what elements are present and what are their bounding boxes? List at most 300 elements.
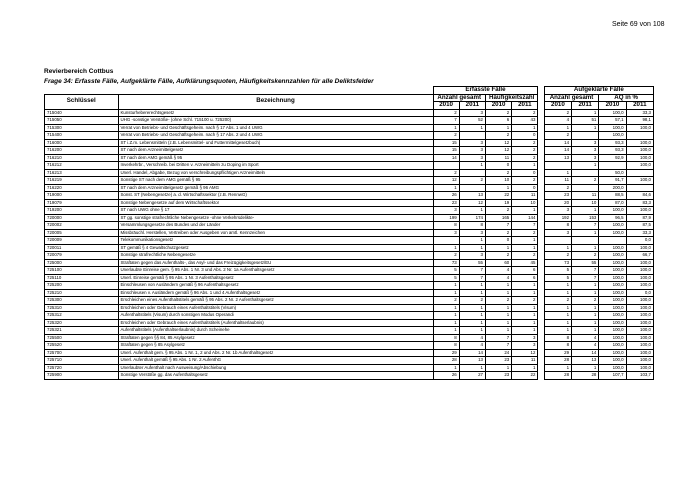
row-key: 725710 [45, 357, 119, 365]
solved-2011: 2 [572, 252, 599, 260]
header-row-group [45, 87, 654, 95]
row-description: ST nach dem Arzneimittelgesetz gemäß § 96 AMG [118, 184, 433, 192]
quota-2010: 100,0 [599, 342, 626, 350]
row-key: 716220 [45, 184, 119, 192]
recorded-2010: 1 [433, 124, 459, 132]
frequency-2011: 3 [512, 342, 538, 350]
solved-2010: 2 [544, 252, 571, 260]
recorded-2010: 1 [433, 312, 459, 320]
recorded-2011: 14 [459, 349, 485, 357]
recorded-2011: 12 [459, 199, 485, 207]
frequency-2011: 2 [512, 109, 538, 117]
solved-2010: 3 [544, 207, 571, 215]
row-key: 715040 [45, 109, 119, 117]
frequency-2011: 0 [512, 169, 538, 177]
table-row [45, 237, 654, 245]
frequency-2011: 2 [512, 139, 538, 147]
quota-2011: 100,0 [626, 139, 653, 147]
recorded-2010: 23 [433, 199, 459, 207]
frequency-2010: 10 [485, 177, 511, 185]
frequency-2010: 4 [485, 267, 511, 275]
quota-header: AQ in % [599, 94, 654, 102]
frequency-2010: 1 [485, 124, 511, 132]
solved-2011: 1 [572, 109, 599, 117]
recorded-2010: 2 [433, 297, 459, 305]
recorded-2010: 1 [433, 289, 459, 297]
recorded-2010: 26 [433, 192, 459, 200]
frequency-2010: 19 [485, 199, 511, 207]
quota-2011: 100,0 [626, 334, 653, 342]
frequency-2010: 1 [485, 364, 511, 372]
table-row [45, 372, 654, 380]
row-description: Kunsturhebererechtsgesetz [118, 109, 433, 117]
solved-2010: 14 [544, 147, 571, 155]
frequency-2010: 11 [485, 154, 511, 162]
quota-2010: 200,0 [599, 184, 626, 192]
quota-2010: 50,0 [599, 169, 626, 177]
solved-2011: 1 [572, 364, 599, 372]
table-row [45, 192, 654, 200]
table-row [45, 177, 654, 185]
solved-2011: 1 [572, 229, 599, 237]
frequency-2010: 1 [485, 319, 511, 327]
quota-2011: 100,0 [626, 282, 653, 290]
quota-2011: 0,0 [626, 289, 653, 297]
table-row [45, 357, 654, 365]
solved-2010: 1 [544, 289, 571, 297]
recorded-2010: 1 [433, 364, 459, 372]
solved-2010: 13 [544, 154, 571, 162]
frequency-2011: 2 [512, 147, 538, 155]
frequency-2011: 1 [512, 162, 538, 170]
frequency-2010: 1 [485, 184, 511, 192]
recorded-2011 [459, 184, 485, 192]
solved-2010: 1 [544, 282, 571, 290]
frequency-2010: 2 [485, 207, 511, 215]
quota-2011: 100,0 [626, 312, 653, 320]
solved-2010: 29 [544, 349, 571, 357]
frequency-2011: 11 [512, 357, 538, 365]
quota-2011: 84,6 [626, 192, 653, 200]
solved-2010: 1 [544, 319, 571, 327]
row-key: 720005 [45, 229, 119, 237]
row-description: Sonstige ST nach dem AMG gemäß § 95 [118, 177, 433, 185]
quota-2010: 100,0 [599, 124, 626, 132]
year-header: 2011 [626, 102, 653, 110]
recorded-2010: 1 [433, 304, 459, 312]
recorded-2010: 12 [433, 177, 459, 185]
solved-2011: 7 [572, 222, 599, 230]
quota-2011: 100,0 [626, 162, 653, 170]
recorded-2011: 27 [459, 372, 485, 380]
recorded-2010: 73 [433, 259, 459, 267]
row-description: Straftaten gegen §§ 84, 85 Asylgesetz [118, 334, 433, 342]
solved-2010: 1 [544, 124, 571, 132]
description-header: Bezeichnung [118, 94, 433, 109]
solved-2010: 1 [544, 169, 571, 177]
quota-2010: 100,0 [599, 252, 626, 260]
recorded-2010 [433, 237, 459, 245]
recorded-2010: 8 [433, 222, 459, 230]
row-key: 716219 [45, 177, 119, 185]
row-key: 716200 [45, 147, 119, 155]
quota-2011: 100,0 [626, 327, 653, 335]
table-row [45, 214, 654, 222]
solved-2011: 1 [572, 289, 599, 297]
table-row [45, 297, 654, 305]
recorded-2011: 1 [459, 162, 485, 170]
frequency-2011: 2 [512, 177, 538, 185]
frequency-2010: 60 [485, 259, 511, 267]
row-description: ST nach dem AMG gemäß § 95 [118, 154, 433, 162]
quota-2011: 100,0 [626, 274, 653, 282]
solved-2011: 3 [572, 154, 599, 162]
frequency-2011: 0 [512, 184, 538, 192]
frequency-2010: 0 [485, 162, 511, 170]
quota-2010: 100,0 [599, 297, 626, 305]
recorded-2011 [459, 169, 485, 177]
year-header: 2011 [572, 102, 599, 110]
solved-2010: 28 [544, 357, 571, 365]
recorded-2010 [433, 162, 459, 170]
frequency-2010: 1 [485, 289, 511, 297]
quota-2011: 100,0 [626, 297, 653, 305]
row-key: 725210 [45, 289, 119, 297]
quota-2011: 100,0 [626, 304, 653, 312]
quota-2011: 100,0 [626, 154, 653, 162]
solved-2010 [544, 162, 571, 170]
row-key: 725520 [45, 342, 119, 350]
frequency-2011: 1 [512, 289, 538, 297]
solved-2011 [572, 132, 599, 140]
table-row [45, 259, 654, 267]
frequency-2010: 6 [485, 117, 511, 125]
table-row [45, 199, 654, 207]
row-description: Sonstige Verstöße gg. das Aufenthaltsgesetz [118, 372, 433, 380]
solved-2010 [544, 237, 571, 245]
solved-2010: 8 [544, 342, 571, 350]
row-key: 725700 [45, 349, 119, 357]
table-row [45, 349, 654, 357]
table-row [45, 252, 654, 260]
table-row [45, 364, 654, 372]
quota-2011: 33,3 [626, 109, 653, 117]
frequency-2010: 7 [485, 342, 511, 350]
table-row [45, 244, 654, 252]
row-key: 725900 [45, 372, 119, 380]
table-row [45, 282, 654, 290]
quota-2011: 103,7 [626, 372, 653, 380]
table-row [45, 289, 654, 297]
quota-2010: 91,7 [599, 177, 626, 185]
row-description: Unerl. Aufenthalt gem. § 95 Abs. 1 Nr. 1, 2 und Abs. 2 Nr. 1b Aufenthaltsgesetz [118, 349, 433, 357]
year-header: 2010 [433, 102, 459, 110]
header-row-sub [45, 94, 654, 102]
row-description: Einschleusen von Ausländern gemäß § 96 Aufenthaltsgesetz [118, 282, 433, 290]
year-header: 2010 [599, 102, 626, 110]
frequency-2011: 12 [512, 349, 538, 357]
recorded-2011: 52 [459, 117, 485, 125]
solved-2011: 14 [572, 349, 599, 357]
table-row [45, 139, 654, 147]
recorded-2010: 1 [433, 327, 459, 335]
row-key: 725720 [45, 364, 119, 372]
solved-2010: 2 [544, 297, 571, 305]
quota-2011: 100,0 [626, 244, 653, 252]
frequency-2010: 22 [485, 192, 511, 200]
recorded-2010: 3 [433, 229, 459, 237]
quota-2010: 87,0 [599, 199, 626, 207]
frequency-2011: 43 [512, 117, 538, 125]
question-title: Frage 34: Erfasste Fälle, Aufgeklärte Fälle, Aufklärungsquoten, Häufigkeitskennzahlen für alle Deliktsfelder [44, 78, 374, 85]
frequency-2011: 0 [512, 132, 538, 140]
row-key: 725110 [45, 274, 119, 282]
solved-2011: 1 [572, 162, 599, 170]
table-row [45, 304, 654, 312]
frequency-2011: 2 [512, 252, 538, 260]
solved-2011: 3 [572, 147, 599, 155]
statistics-table [44, 86, 654, 380]
recorded-2011: 1 [459, 327, 485, 335]
solved-2010: 20 [544, 199, 571, 207]
row-key: 716210 [45, 154, 119, 162]
frequency-2011: 1 [512, 319, 538, 327]
frequency-2010: 12 [485, 139, 511, 147]
quota-2010: 100,0 [599, 319, 626, 327]
row-key: 720009 [45, 237, 119, 245]
quota-2010: 93,3 [599, 147, 626, 155]
row-description: Straftaten gegen das Aufenthalts-, das Asyl- und das Freizügigkeitsgesetz/EU [118, 259, 433, 267]
row-key: 719200 [45, 207, 119, 215]
solved-2010: 3 [544, 229, 571, 237]
table-row [45, 154, 654, 162]
solved-2010: 2 [544, 132, 571, 140]
quota-2010: 100,0 [599, 349, 626, 357]
quota-2011: 100,0 [626, 319, 653, 327]
row-key: 715300 [45, 124, 119, 132]
table-body [45, 109, 654, 379]
recorded-2011: 8 [459, 222, 485, 230]
quota-2011: 66,7 [626, 252, 653, 260]
row-description: Verrat von Betriebs- und Geschäftsgeheim. nach § 17 Abs. 2 und 4 UWG [118, 132, 433, 140]
frequency-2011: 6 [512, 267, 538, 275]
row-description: Aufenthaltstitels (Aufenthaltserlaubnis) durch Scheinehe [118, 327, 433, 335]
year-header: 2010 [544, 102, 571, 110]
quota-2010: 100,0 [599, 109, 626, 117]
recorded-2011: 3 [459, 252, 485, 260]
quota-2010: 100,0 [599, 357, 626, 365]
table-row [45, 117, 654, 125]
recorded-cases-header: Erfasste Fälle [433, 87, 538, 95]
recorded-2010: 5 [433, 274, 459, 282]
row-key: 716213 [45, 169, 119, 177]
frequency-2011: 144 [512, 214, 538, 222]
row-description: ST gemäß § 4 Gewaltschutzgesetz [118, 244, 433, 252]
quota-2011: 100,0 [626, 207, 653, 215]
row-description: ST nach UWG ohne § 17 [118, 207, 433, 215]
frequency-2011: 1 [512, 312, 538, 320]
quota-2010: 100,0 [599, 259, 626, 267]
year-header: 2011 [512, 102, 538, 110]
frequency-2010: 2 [485, 109, 511, 117]
frequency-2010: 2 [485, 132, 511, 140]
frequency-2010: 2 [485, 252, 511, 260]
frequency-2011: 3 [512, 334, 538, 342]
solved-2011: 7 [572, 274, 599, 282]
frequency-2010: 1 [485, 244, 511, 252]
frequency-2011: 1 [512, 304, 538, 312]
solved-2010: 192 [544, 214, 571, 222]
recorded-2011: 7 [459, 267, 485, 275]
recorded-2010: 7 [433, 117, 459, 125]
row-key: 725321 [45, 327, 119, 335]
row-description: Versammlungsgesetze des Bundes und der Länder [118, 222, 433, 230]
frequency-2010: 2 [485, 297, 511, 305]
recorded-2011: 1 [459, 244, 485, 252]
solved-2010: 1 [544, 327, 571, 335]
recorded-2010: 2 [433, 252, 459, 260]
row-key: 715400 [45, 132, 119, 140]
recorded-2011: 1 [459, 312, 485, 320]
row-description: Erschleichen eines Aufenthaltstitels gemäß § 95 Abs. 2 Nr. 2 Aufenthaltsgesetz [118, 297, 433, 305]
frequency-2011: 22 [512, 372, 538, 380]
table-row [45, 124, 654, 132]
frequency-2011: 10 [512, 199, 538, 207]
recorded-2011: 3 [459, 229, 485, 237]
recorded-2011: 1 [459, 304, 485, 312]
solved-2010: 14 [544, 139, 571, 147]
quota-2010: 100,0 [599, 274, 626, 282]
quota-2011: 87,5 [626, 222, 653, 230]
frequency-2011: 1 [512, 327, 538, 335]
recorded-2010: 1 [433, 319, 459, 327]
row-key: 720002 [45, 222, 119, 230]
solved-2010: 23 [544, 192, 571, 200]
table-row [45, 207, 654, 215]
recorded-2010: 199 [433, 214, 459, 222]
table-row [45, 342, 654, 350]
row-description: Erschleichen oder Gebrauch eines Aufenthaltstitels (Aufenthaltserlaubnis) [118, 319, 433, 327]
recorded-2010: 15 [433, 147, 459, 155]
quota-2010: 100,0 [599, 244, 626, 252]
frequency-2010: 24 [485, 349, 511, 357]
frequency-2010: 0 [485, 237, 511, 245]
quota-2011 [626, 132, 653, 140]
row-key: 715050 [45, 117, 119, 125]
table-row [45, 229, 654, 237]
recorded-2010: 3 [433, 207, 459, 215]
solved-2011: 7 [572, 267, 599, 275]
frequency-2011: 1 [512, 124, 538, 132]
row-key: 720079 [45, 252, 119, 260]
table-row [45, 334, 654, 342]
recorded-2010: 2 [433, 132, 459, 140]
frequency-2010: 1 [485, 304, 511, 312]
row-key: 720011 [45, 244, 119, 252]
row-key: 716000 [45, 139, 119, 147]
solved-2010: 11 [544, 177, 571, 185]
recorded-2011: 2 [459, 297, 485, 305]
recorded-2011: 1 [459, 282, 485, 290]
frequency-2010: 2 [485, 169, 511, 177]
recorded-2010: 1 [433, 244, 459, 252]
recorded-2010: 14 [433, 154, 459, 162]
table-row [45, 169, 654, 177]
quota-2010: 100,0 [599, 327, 626, 335]
row-description: Sonstige strafrechtliche Nebengesetze [118, 252, 433, 260]
frequency-2010: 2 [485, 229, 511, 237]
solved-2011: 2 [572, 177, 599, 185]
solved-count-header: Anzahl gesamt [544, 94, 599, 102]
quota-2011 [626, 184, 653, 192]
frequency-2011: 2 [512, 229, 538, 237]
page-number: Seite 69 von 108 [612, 21, 665, 28]
quota-2011: 100,0 [626, 364, 653, 372]
solved-2010: 28 [544, 372, 571, 380]
total-count-header: Anzahl gesamt [433, 94, 485, 102]
recorded-2010: 1 [433, 184, 459, 192]
row-description: Missbräuchl. Herstellen, Vertreiben oder Ausgeben von amtl. Kennzeichen [118, 229, 433, 237]
row-key: 725312 [45, 312, 119, 320]
quota-2011: 100,0 [626, 124, 653, 132]
solved-2011: 1 [572, 207, 599, 215]
table-row [45, 327, 654, 335]
quota-2010: 100,0 [599, 312, 626, 320]
row-description: Unerlaubter Aufenthalt nach Ausweisung/Abschiebung [118, 364, 433, 372]
quota-2011: 83,3 [626, 199, 653, 207]
row-key: 725300 [45, 297, 119, 305]
row-description: Straftaten gegen § 85 Asylgesetz [118, 342, 433, 350]
row-description: Erschleichen oder Gebrauch eines Aufenthaltstitels (Visum) [118, 304, 433, 312]
solved-2011: 13 [572, 357, 599, 365]
solved-2011: 4 [572, 334, 599, 342]
table-row [45, 319, 654, 327]
solved-2010: 73 [544, 259, 571, 267]
solved-2010: 8 [544, 334, 571, 342]
frequency-2010: 4 [485, 274, 511, 282]
row-description: ST i.Z.m. Lebensmitteln (z.B. Lebensmittel- und Futtermittelgesetzbuch) [118, 139, 433, 147]
frequency-2011: 2 [512, 154, 538, 162]
quota-2010: 107,7 [599, 372, 626, 380]
solved-2010: 2 [544, 184, 571, 192]
recorded-2010: 8 [433, 334, 459, 342]
quota-2011: 100,0 [626, 357, 653, 365]
frequency-2010: 165 [485, 214, 511, 222]
solved-2010: 2 [544, 109, 571, 117]
solved-2011: 2 [572, 297, 599, 305]
solved-2011: 55 [572, 259, 599, 267]
solved-2010: 5 [544, 267, 571, 275]
solved-2011: 1 [572, 327, 599, 335]
solved-2011: 28 [572, 372, 599, 380]
solved-2011: 10 [572, 199, 599, 207]
recorded-2011: 1 [459, 289, 485, 297]
recorded-2011: 4 [459, 334, 485, 342]
row-key: 725100 [45, 267, 119, 275]
row-description: Inverkehrbr., Verschreib. bei Dritten v. Arzneimitteln zu Doping im Sport [118, 162, 433, 170]
recorded-2010: 1 [433, 282, 459, 290]
recorded-2011: 3 [459, 139, 485, 147]
recorded-2011: 1 [459, 364, 485, 372]
solved-2010: 8 [544, 222, 571, 230]
frequency-2011: 2 [512, 297, 538, 305]
recorded-2011: 3 [459, 109, 485, 117]
table-row [45, 274, 654, 282]
table-row [45, 184, 654, 192]
quota-2010: 100,0 [599, 132, 626, 140]
solved-2011 [572, 169, 599, 177]
table-row [45, 222, 654, 230]
